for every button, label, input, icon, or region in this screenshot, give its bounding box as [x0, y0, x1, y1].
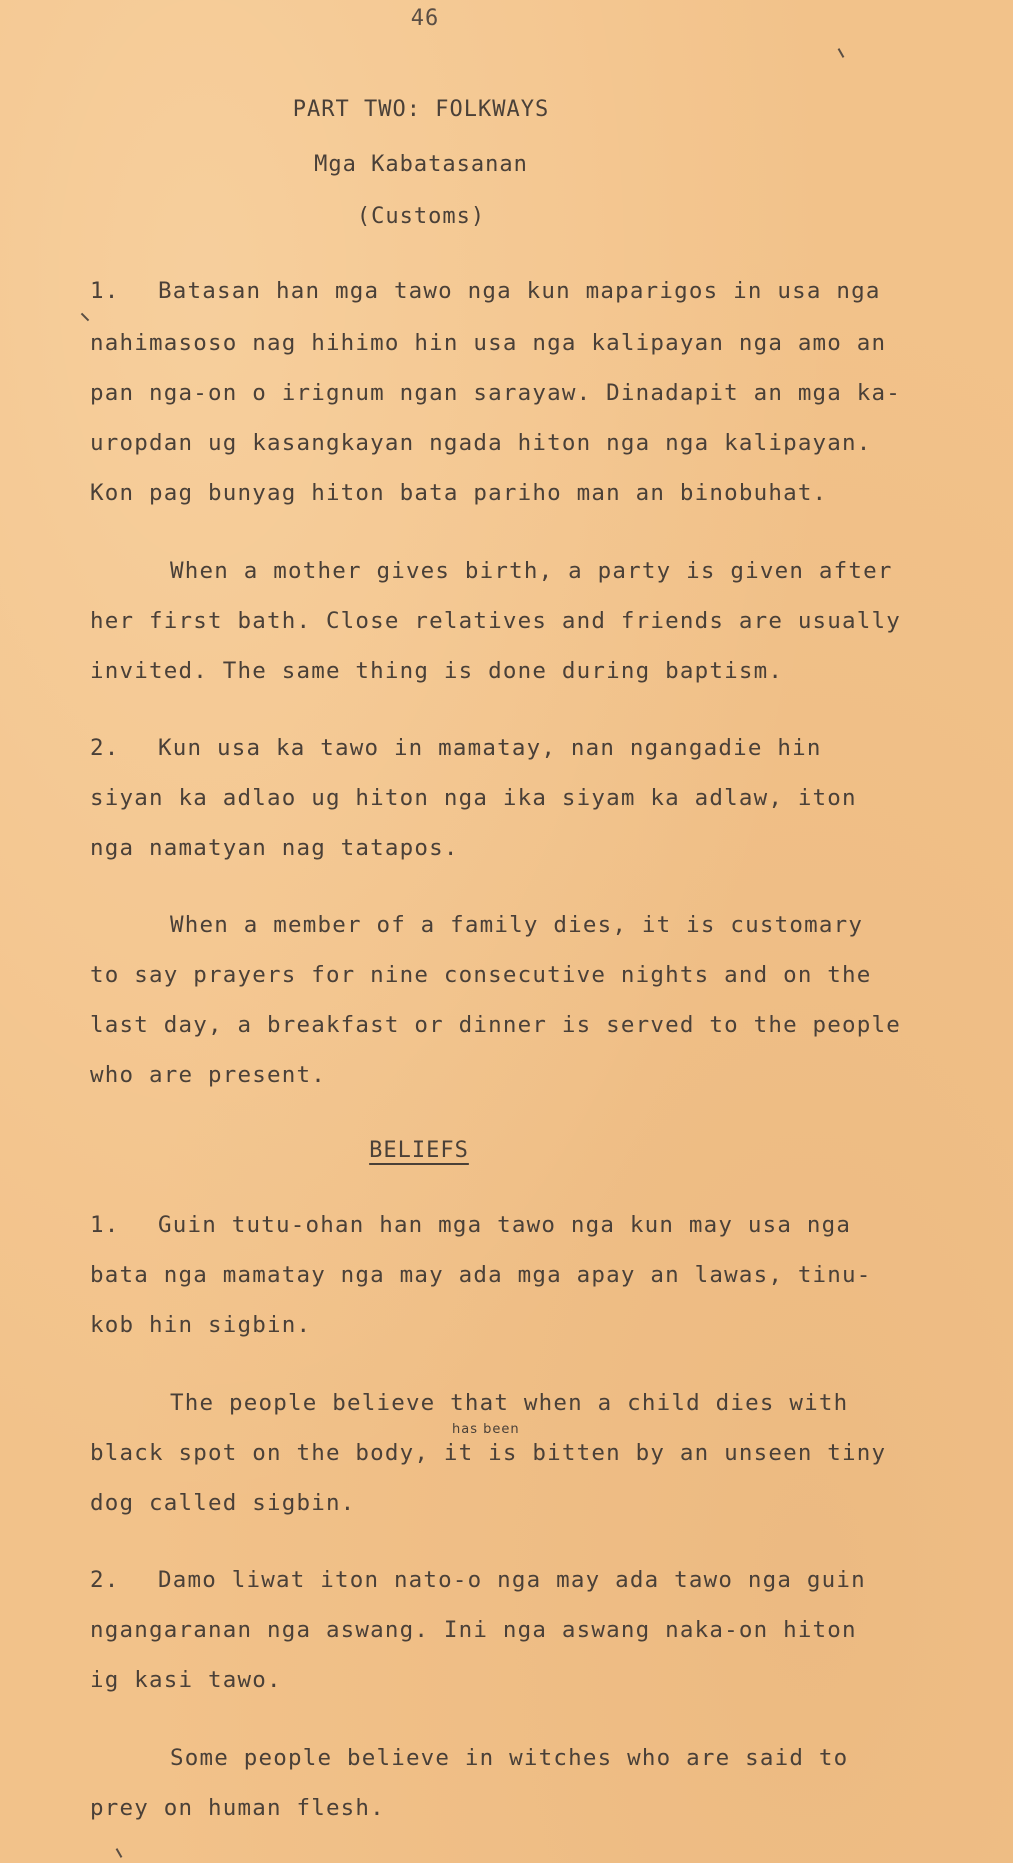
beliefs-item2-line: 2. Damo liwat iton nato-o nga may ada tawo nga guin [90, 1567, 866, 1593]
handwritten-annotation: has been [452, 1422, 520, 1437]
beliefs-item1-translation-line: black spot on the body, it is bitten by an unseen tiny [90, 1440, 887, 1466]
section-heading-native: Mga Kabatasanan [314, 152, 528, 177]
customs-item1-line: nahimasoso nag hihimo hin usa nga kalipayan nga amo an [90, 330, 887, 356]
pencil-mark [838, 48, 845, 58]
beliefs-item2-line: ngangaranan nga aswang. Ini nga aswang naka-on hiton [90, 1617, 857, 1643]
beliefs-item2-line: ig kasi tawo. [90, 1667, 282, 1693]
beliefs-item2-translation-line: Some people believe in witches who are said to [170, 1745, 849, 1771]
customs-item2-translation-line: last day, a breakfast or dinner is served to the people [90, 1012, 902, 1038]
customs-item2-translation-line: When a member of a family dies, it is customary [170, 912, 864, 938]
customs-item2-translation-line: who are present. [90, 1062, 326, 1088]
customs-item2-translation-line: to say prayers for nine consecutive nights and on the [90, 962, 872, 988]
customs-item2-number: 2. [90, 735, 120, 761]
section-heading-english: (Customs) [356, 204, 486, 229]
part-heading: PART TWO: FOLKWAYS [292, 97, 550, 122]
beliefs-item2-number: 2. [90, 1567, 120, 1593]
customs-item1-number: 1. [90, 278, 120, 304]
pencil-mark [81, 313, 89, 321]
beliefs-item1-line: kob hin sigbin. [90, 1312, 312, 1338]
beliefs-item1-translation-line: dog called sigbin. [90, 1490, 356, 1516]
beliefs-item2-translation-line: prey on human flesh. [90, 1795, 385, 1821]
beliefs-item1-number: 1. [90, 1212, 120, 1238]
beliefs-item1-line: bata nga mamatay nga may ada mga apay an lawas, tinu- [90, 1262, 872, 1288]
pencil-mark [116, 1848, 123, 1858]
page-number: 46 [410, 6, 440, 31]
beliefs-heading: BELIEFS [369, 1138, 469, 1163]
customs-item1-line: uropdan ug kasangkayan ngada hiton nga nga kalipayan. [90, 430, 872, 456]
customs-item1-line: 1. Batasan han mga tawo nga kun maparigos in usa nga [90, 278, 881, 304]
customs-item1-line: pan nga-on o irignum ngan sarayaw. Dinadapit an mga ka- [90, 380, 902, 406]
beliefs-item1-line: 1. Guin tutu-ohan han mga tawo nga kun may usa nga [90, 1212, 852, 1238]
beliefs-item1-translation-line: The people believe that when a child dies with [170, 1390, 849, 1416]
customs-item1-translation-line: invited. The same thing is done during baptism. [90, 658, 784, 684]
customs-item2-line: siyan ka adlao ug hiton nga ika siyam ka adlaw, iton [90, 785, 857, 811]
customs-item1-line: Kon pag bunyag hiton bata pariho man an binobuhat. [90, 480, 828, 506]
customs-item1-translation-line: her first bath. Close relatives and friends are usually [90, 608, 902, 634]
customs-item1-translation-line: When a mother gives birth, a party is given after [170, 558, 893, 584]
customs-item2-line: 2. Kun usa ka tawo in mamatay, nan ngangadie hin [90, 735, 822, 761]
customs-item2-line: nga namatyan nag tatapos. [90, 835, 459, 861]
